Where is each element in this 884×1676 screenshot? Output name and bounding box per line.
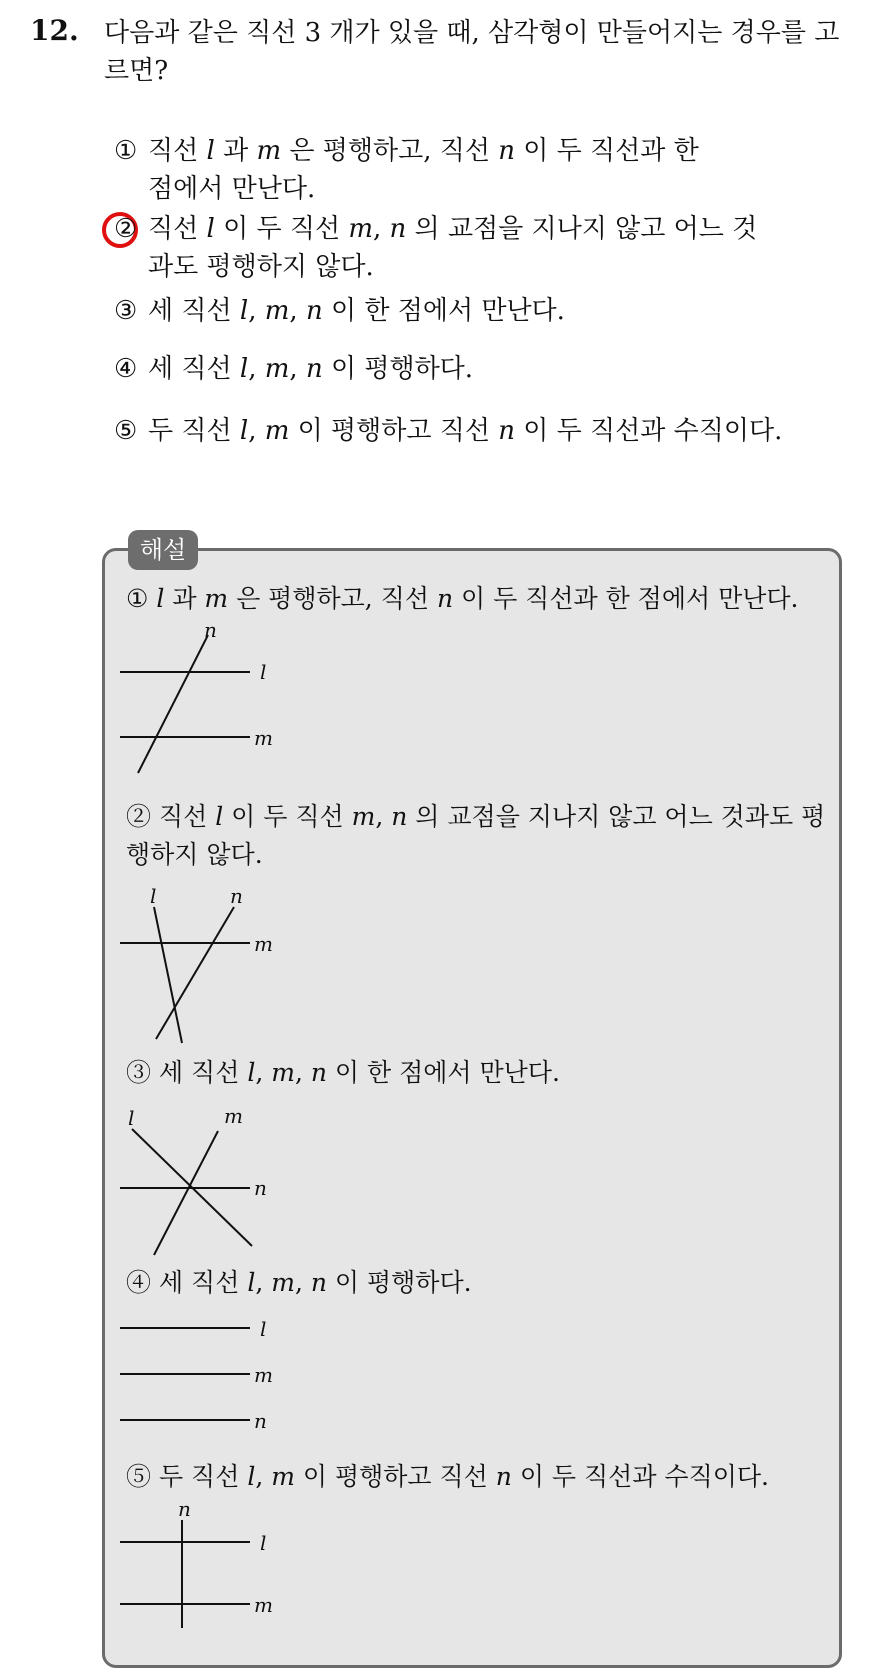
choice-mark: ⑤ — [114, 416, 138, 446]
line-l — [154, 907, 182, 1043]
choice-text: 직선 l 이 두 직선 m, n 의 교점을 지나지 않고 어느 것과도 평행하지 않다. — [148, 214, 758, 282]
solution-item-2: ② 직선 l 이 두 직선 m, n 의 교점을 지나지 않고 어느 것과도 평행하지 않다. — [126, 802, 826, 869]
label-l: l — [260, 1317, 267, 1341]
label-m: m — [254, 932, 273, 956]
label-l: l — [260, 1531, 267, 1555]
line-n — [138, 635, 208, 773]
line-m — [154, 1131, 218, 1255]
solution-tag: 해설 — [128, 530, 198, 570]
solution-item-5: ⑤ 두 직선 l, m 이 평행하고 직선 n 이 두 직선과 수직이다. — [126, 1462, 769, 1491]
choice-mark: ③ — [114, 296, 138, 326]
solution-item-4: ④ 세 직선 l, m, n 이 평행하다. — [126, 1268, 472, 1297]
label-n: n — [178, 1497, 191, 1521]
label-l: l — [260, 660, 267, 684]
choice-3[interactable] — [114, 292, 814, 330]
choice-mark: ④ — [114, 354, 138, 384]
question-text: 다음과 같은 직선 3 개가 있을 때, 삼각형이 만들어지는 경우를 고르면? — [104, 18, 840, 86]
label-m: m — [254, 1593, 273, 1617]
label-n: n — [230, 884, 243, 908]
label-m: m — [254, 1363, 273, 1387]
solution-item-1: ① l 과 m 은 평행하고, 직선 n 이 두 직선과 한 점에서 만난다. — [126, 584, 799, 613]
choice-text: 세 직선 l, m, n 이 평행하다. — [148, 354, 474, 384]
label-m: m — [254, 726, 273, 750]
choice-mark: ① — [114, 136, 138, 166]
figure-1-parallel-transversal — [120, 618, 300, 775]
question-number: 12. — [30, 14, 79, 47]
choice-text: 두 직선 l, m 이 평행하고 직선 n 이 두 직선과 수직이다. — [148, 416, 783, 446]
label-m: m — [224, 1104, 243, 1128]
figure-5-perpendicular — [120, 1497, 300, 1640]
choice-5[interactable] — [114, 412, 854, 450]
choice-text: 직선 l 과 m 은 평행하고, 직선 n 이 두 직선과 한 점에서 만난다. — [148, 136, 699, 204]
label-l: l — [128, 1106, 135, 1130]
solution-item-3: ③ 세 직선 l, m, n 이 한 점에서 만난다. — [126, 1058, 560, 1087]
choice-1[interactable] — [114, 132, 734, 208]
choice-text: 세 직선 l, m, n 이 한 점에서 만난다. — [148, 296, 565, 326]
figure-2-triangle — [120, 885, 300, 1045]
choice-4[interactable] — [114, 350, 814, 388]
label-n: n — [254, 1409, 267, 1433]
figure-4-parallel — [120, 1310, 300, 1433]
label-n: n — [204, 618, 217, 642]
figure-3-concurrent — [120, 1103, 300, 1263]
choice-mark: ② — [114, 214, 138, 244]
label-l: l — [150, 884, 157, 908]
label-n: n — [254, 1176, 267, 1200]
choice-2[interactable] — [114, 210, 794, 286]
